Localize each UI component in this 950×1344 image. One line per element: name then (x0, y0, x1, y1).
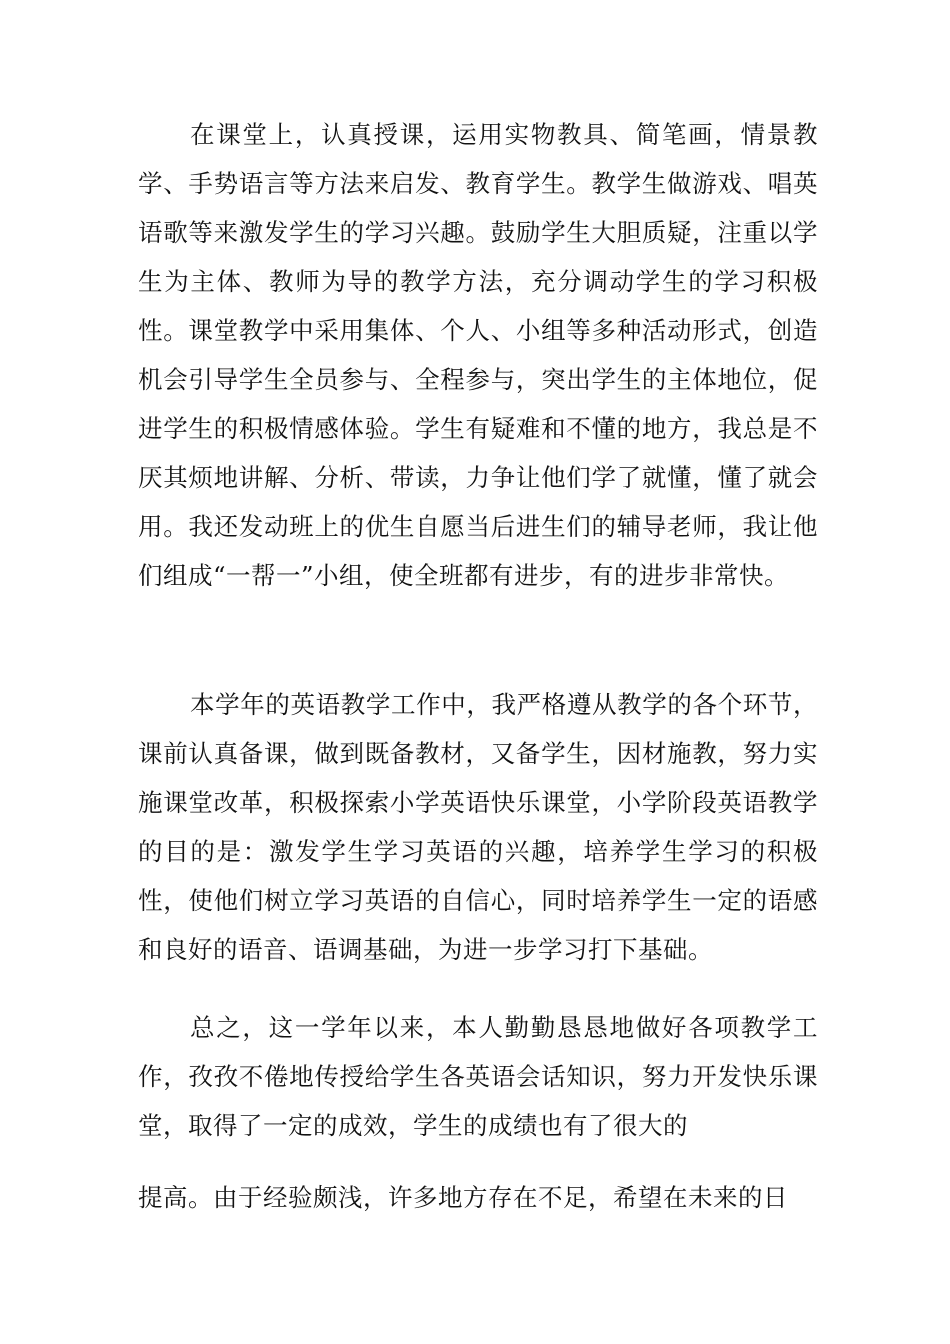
paragraph-teaching-work: 本学年的英语教学工作中，我严格遵从教学的各个环节，课前认真备课，做到既备教材，又备学生，因材施教，努力实施课堂改革，积极探索小学英语快乐课堂，小学阶段英语教学的目的是：激发学生学习英语的兴趣，培养学生学习的积极性，使他们树立学习英语的自信心，同时培养学生一定的语感和良好的语音、语调基础，为进一步学习打下基础。 (138, 690, 818, 964)
paragraph-summary: 总之，这一学年以来，本人勤勤恳恳地做好各项教学工作，孜孜不倦地传授给学生各英语会话知识，努力开发快乐课堂，取得了一定的成效，学生的成绩也有了很大的 (138, 1013, 818, 1140)
paragraph-summary-continued: 提高。由于经验颇浅，许多地方存在不足，希望在未来的日 (138, 1183, 788, 1212)
paragraph-classroom-teaching: 在课堂上，认真授课，运用实物教具、简笔画，情景教学、手势语言等方法来启发、教育学生。教学生做游戏、唱英语歌等来激发学生的学习兴趣。鼓励学生大胆质疑，注重以学生为主体、教师为导的教学方法，充分调动学生的学习积极性。课堂教学中采用集体、个人、小组等多种活动形式，创造机会引导学生全员参与、全程参与，突出学生的主体地位，促进学生的积极情感体验。学生有疑难和不懂的地方，我总是不厌其烦地讲解、分析、带读，力争让他们学了就懂，懂了就会用。我还发动班上的优生自愿当后进生们的辅导老师，我让他们组成“一帮一”小组，使全班都有进步，有的进步非常快。 (138, 120, 818, 590)
